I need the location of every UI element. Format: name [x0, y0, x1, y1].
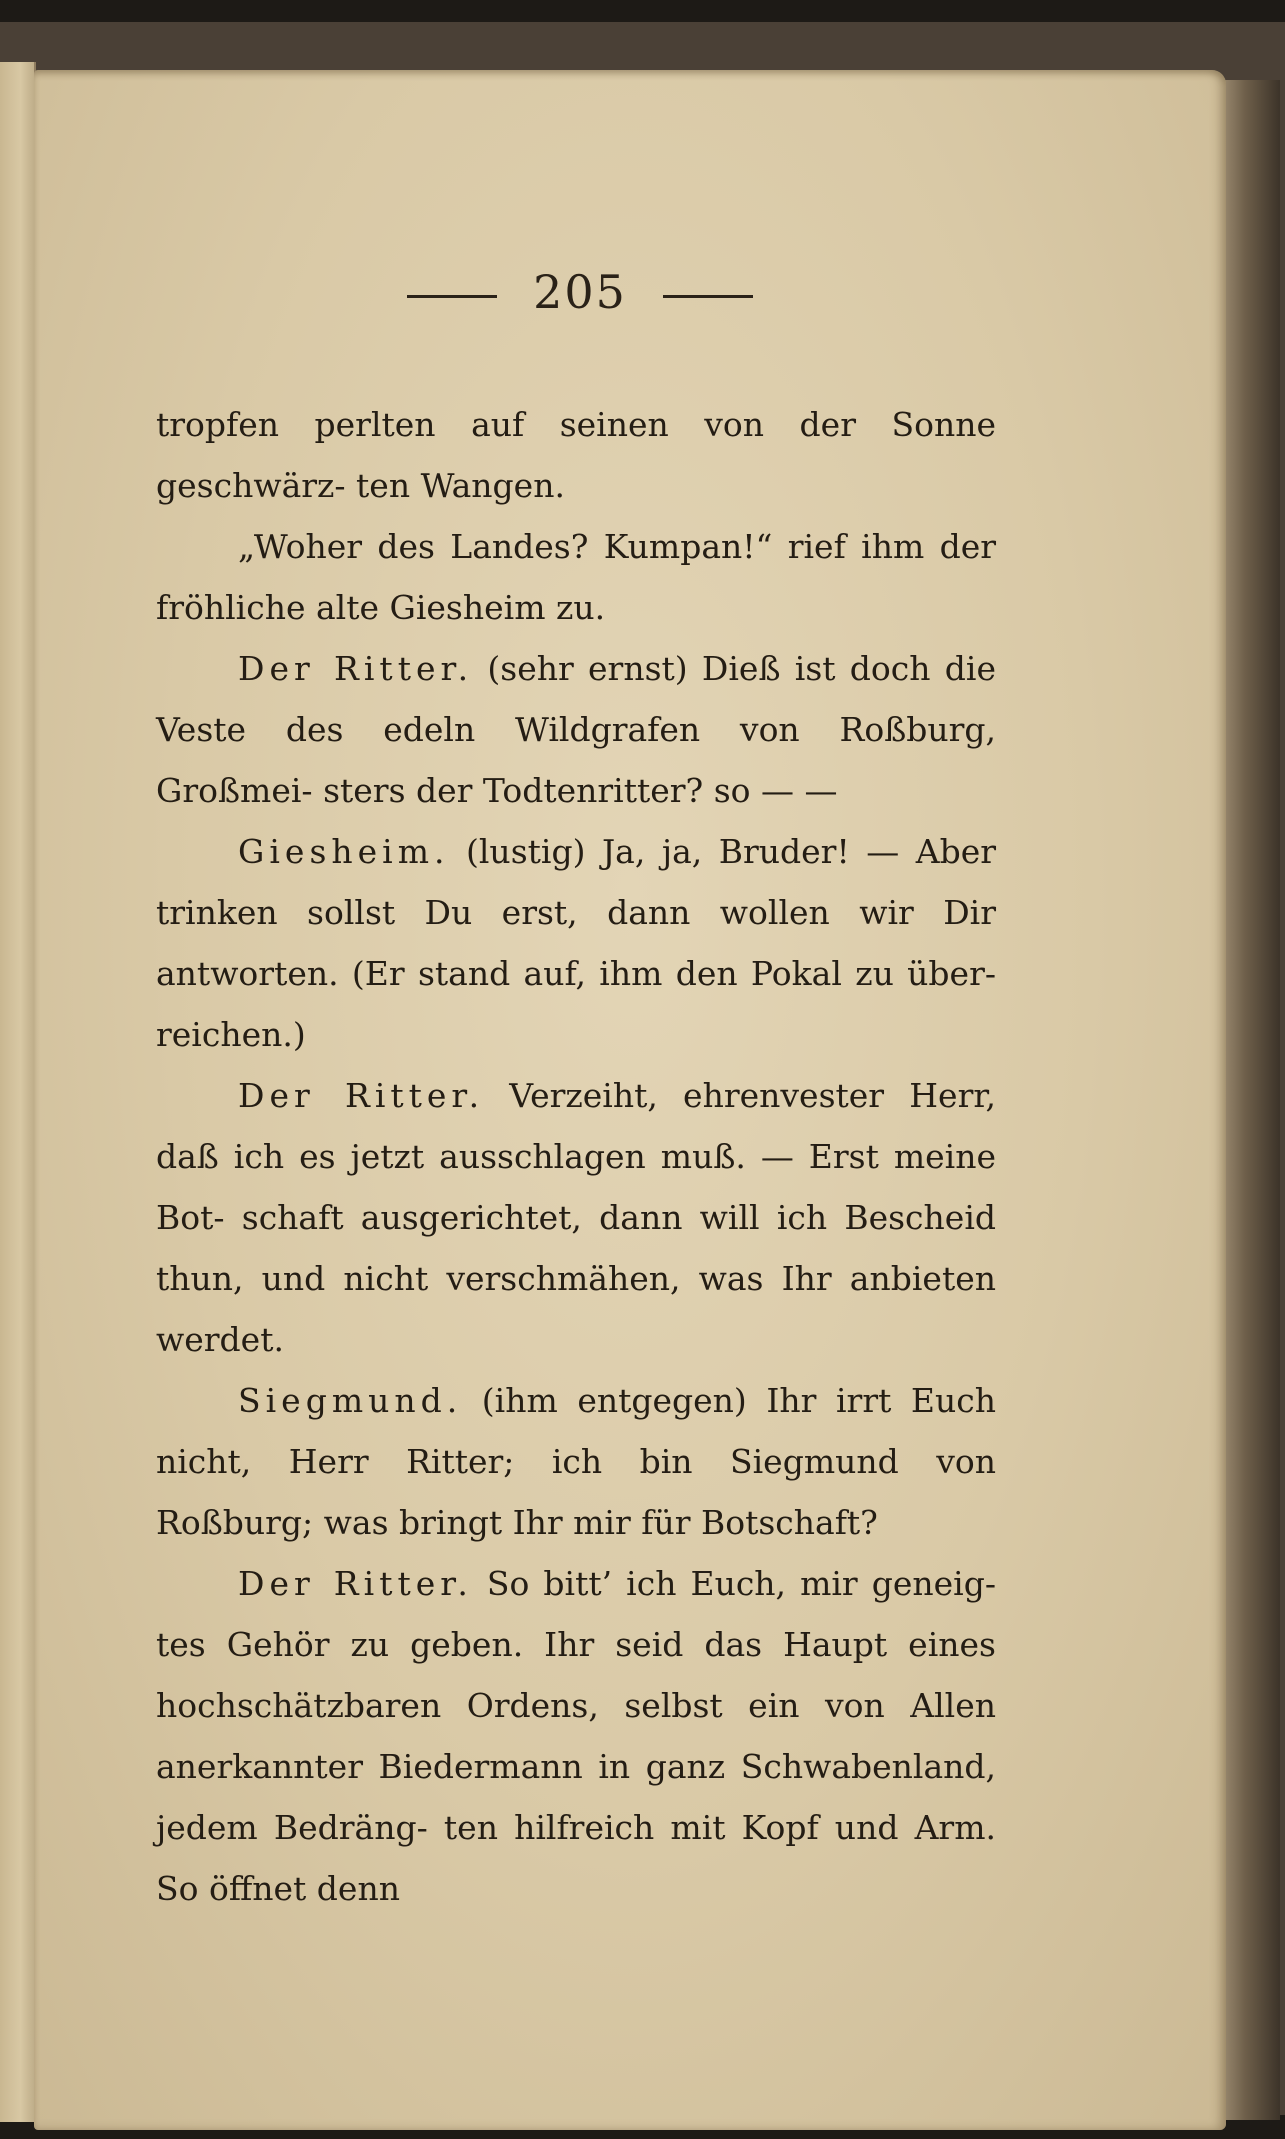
dialogue-text: Verzeiht, ehrenvester Herr, daß ich es jetzt ausschlagen muß. — Erst meine Bot- schaft ausgerichtet, dann will ich Bescheid thun, und nicht verschmähen, was Ihr anbieten werdet. [156, 1076, 996, 1359]
paragraph-quote: „Woher des Landes? Kumpan!“ rief ihm der fröhliche alte Giesheim zu. [156, 527, 996, 627]
dialogue-paragraph [156, 1553, 996, 1919]
dialogue-text: So bitt’ ich Euch, mir geneig- tes Gehör zu geben. Ihr seid das Haupt eines hochschätzbaren Ordens, selbst ein von Allen anerkannter Biedermann in ganz Schwabenland, jedem Bedräng- ten hilfreich mit Kopf und Arm. So öffnet denn [156, 1564, 996, 1908]
dialogue-paragraph [156, 1370, 996, 1553]
speaker-name: Giesheim. [238, 832, 450, 871]
dialogue-text: (ihm entgegen) Ihr irrt Euch nicht, Herr Ritter; ich bin Siegmund von Roßburg; was bringt Ihr mir für Botschaft? [156, 1381, 996, 1542]
header-dash-right [663, 295, 753, 298]
dialogue-paragraph [156, 821, 996, 1065]
speaker-name: Der Ritter. [238, 649, 474, 688]
page-block-edge [1222, 80, 1280, 2120]
dialogue-paragraph [156, 638, 996, 821]
dialogue-paragraph [156, 1065, 996, 1370]
paragraph-continuation: tropfen perlten auf seinen von der Sonne geschwärz- ten Wangen. [156, 405, 996, 505]
book [0, 22, 1285, 2115]
speaker-name: Der Ritter. [238, 1564, 473, 1603]
book-page [34, 70, 1226, 2130]
page-text [156, 394, 996, 1919]
page-header [34, 265, 1126, 319]
dialogue-text: (lustig) Ja, ja, Bruder! — Aber trinken sollst Du erst, dann wollen wir Dir antworten. (Er stand auf, ihm den Pokal zu über- reichen.) [156, 832, 996, 1054]
speaker-name: Siegmund. [238, 1381, 463, 1420]
dialogue-text: (sehr ernst) Dieß ist doch die Veste des edeln Wildgrafen von Roßburg, Großmei- sters der Todtenritter? so — — [156, 649, 996, 810]
page-number: 205 [533, 265, 627, 319]
previous-page-edge [0, 62, 36, 2122]
header-dash-left [407, 295, 497, 298]
speaker-name: Der Ritter. [238, 1076, 485, 1115]
